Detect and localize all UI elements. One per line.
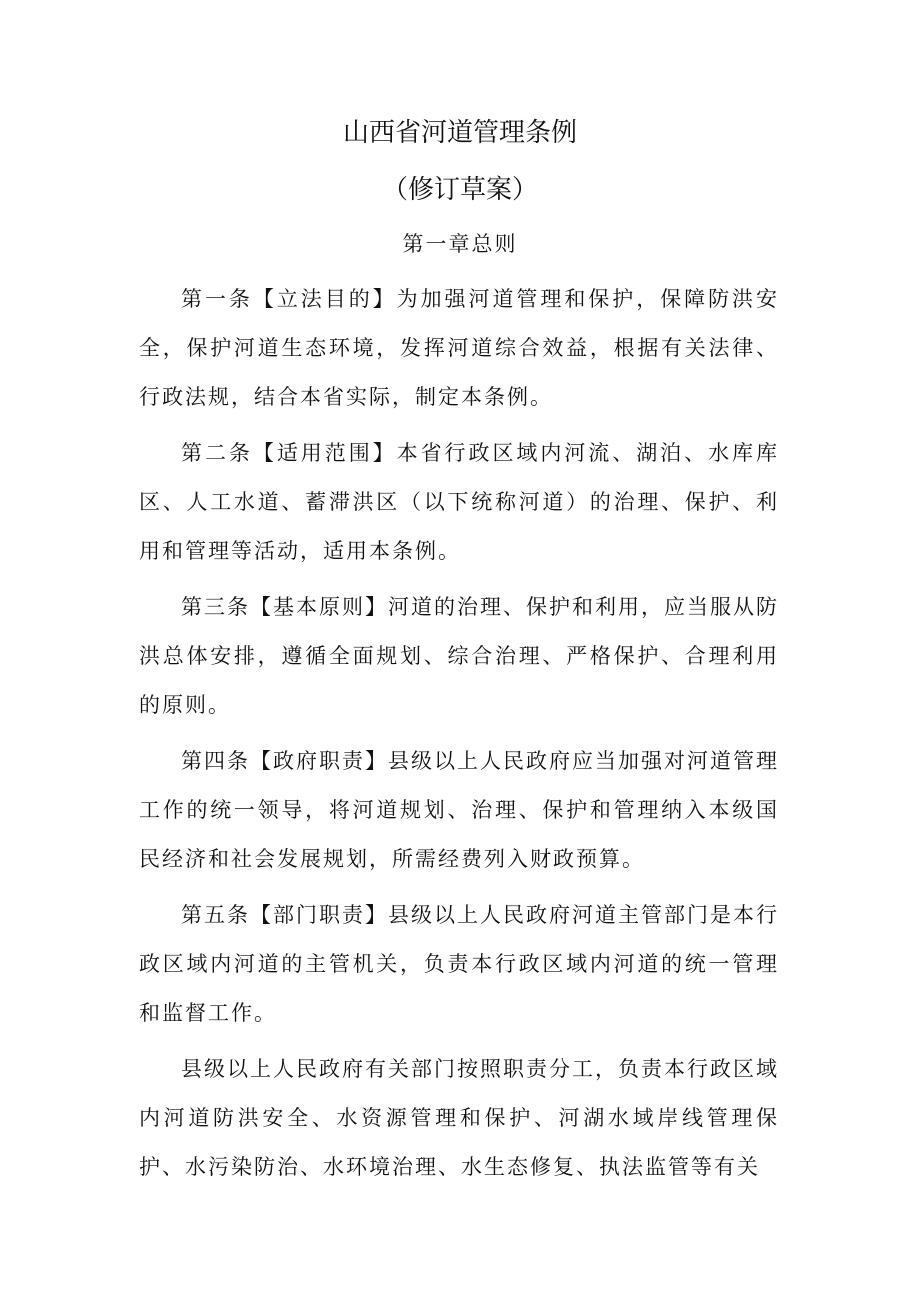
article-1-paragraph: 第一条【立法目的】为加强河道管理和保护，保障防洪安全，保护河道生态环境，发挥河道综合效益，根据有关法律、行政法规，结合本省实际，制定本条例。 [139, 287, 779, 409]
article-5-continuation-paragraph: 县级以上人民政府有关部门按照职责分工，负责本行政区域内河道防洪安全、水资源管理和保护、河湖水域岸线管理保护、水污染防治、水环境治理、水生态修复、执法监管等有关 [139, 1057, 779, 1179]
chapter-heading: 第一章总则 [402, 232, 518, 256]
document-subtitle: （修订草案） [381, 175, 538, 205]
article-5-paragraph: 第五条【部门职责】县级以上人民政府河道主管部门是本行政区域内河道的主管机关，负责本行政区域内河道的统一管理和监督工作。 [139, 903, 779, 1025]
document-body [139, 275, 779, 1199]
article-3-paragraph: 第三条【基本原则】河道的治理、保护和利用，应当服从防洪总体安排，遵循全面规划、综合治理、严格保护、合理利用的原则。 [139, 595, 779, 717]
document-title: 山西省河道管理条例 [342, 118, 577, 148]
article-4-paragraph: 第四条【政府职责】县级以上人民政府应当加强对河道管理工作的统一领导，将河道规划、治理、保护和管理纳入本级国民经济和社会发展规划，所需经费列入财政预算。 [139, 749, 779, 871]
article-2-paragraph: 第二条【适用范围】本省行政区域内河流、湖泊、水库库区、人工水道、蓄滞洪区（以下统称河道）的治理、保护、利用和管理等活动，适用本条例。 [139, 441, 779, 563]
